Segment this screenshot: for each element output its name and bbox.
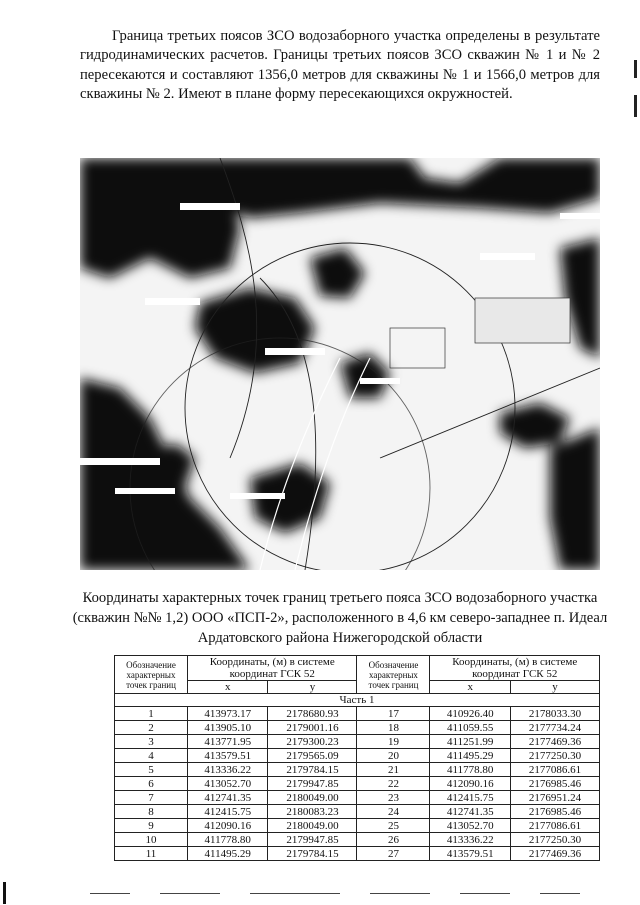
table-cell-y1: 2179300.23 (268, 735, 357, 749)
table-cell-n1: 1 (115, 707, 188, 721)
table-cell-y1: 2179784.15 (268, 847, 357, 861)
table-cell-x1: 412090.16 (188, 819, 268, 833)
table-cell-y2: 2176985.46 (510, 777, 599, 791)
table-cell-x2: 411251.99 (430, 735, 510, 749)
table-row (115, 791, 600, 805)
table-row (115, 819, 600, 833)
table-cell-n2: 21 (357, 763, 430, 777)
table-row (115, 763, 600, 777)
table-row (115, 847, 600, 861)
table-cell-x1: 413771.95 (188, 735, 268, 749)
table-row (115, 833, 600, 847)
table-cell-n1: 5 (115, 763, 188, 777)
table-cell-n2: 23 (357, 791, 430, 805)
coords-header-left: Координаты, (м) в системе координат ГСК 52 (188, 656, 357, 681)
table-cell-y2: 2177086.61 (510, 819, 599, 833)
x-header-left: х (188, 681, 268, 694)
table-cell-x2: 411059.55 (430, 721, 510, 735)
table-cell-y2: 2177086.61 (510, 763, 599, 777)
table-cell-y1: 2180049.00 (268, 819, 357, 833)
table-cell-n2: 26 (357, 833, 430, 847)
scan-edge-mark (3, 882, 6, 904)
table-cell-y1: 2180083.23 (268, 805, 357, 819)
map-image (80, 158, 600, 570)
table-cell-x1: 413973.17 (188, 707, 268, 721)
coordinates-table (114, 655, 600, 861)
scan-dash (250, 893, 340, 894)
coords-header-right: Координаты, (м) в системе координат ГСК 52 (430, 656, 600, 681)
table-cell-y1: 2178680.93 (268, 707, 357, 721)
y-header-left: у (268, 681, 357, 694)
table-cell-x1: 413579.51 (188, 749, 268, 763)
intro-paragraph: Граница третьих поясов ЗСО водозаборного участка определены в результате гидродинамических расчетов. Границы третьих поясов ЗСО скважин № 1 и № 2 пересекаются и составляют 1356,0 метров для скважины № 1 и 1566,0 метров для скважины № 2. Имеют в плане форму пересекающихся окружностей. (80, 28, 600, 102)
table-cell-y1: 2179565.09 (268, 749, 357, 763)
table-cell-n2: 24 (357, 805, 430, 819)
table-cell-y2: 2177469.36 (510, 847, 599, 861)
table-cell-x1: 411778.80 (188, 833, 268, 847)
scan-dash (540, 893, 580, 894)
table-cell-x2: 413579.51 (430, 847, 510, 861)
table-row (115, 777, 600, 791)
scan-dash (90, 893, 130, 894)
table-cell-x1: 411495.29 (188, 847, 268, 861)
y-header-right: у (510, 681, 599, 694)
scan-edge-mark (634, 95, 637, 117)
point-header-right: Обозначение характерных точек границ (357, 656, 430, 694)
table-cell-y1: 2179001.16 (268, 721, 357, 735)
scan-dash (460, 893, 510, 894)
table-cell-n1: 6 (115, 777, 188, 791)
table-cell-x2: 411778.80 (430, 763, 510, 777)
section-label: Часть 1 (115, 694, 600, 707)
table-cell-y2: 2176985.46 (510, 805, 599, 819)
table-cell-x2: 413336.22 (430, 833, 510, 847)
table-row (115, 707, 600, 721)
table-cell-n1: 11 (115, 847, 188, 861)
table-cell-n2: 27 (357, 847, 430, 861)
table-row (115, 721, 600, 735)
table-cell-n2: 19 (357, 735, 430, 749)
scan-dash (370, 893, 430, 894)
table-cell-x1: 412741.35 (188, 791, 268, 805)
table-cell-x2: 411495.29 (430, 749, 510, 763)
table-cell-n2: 22 (357, 777, 430, 791)
table-cell-y1: 2179947.85 (268, 777, 357, 791)
table-cell-n2: 25 (357, 819, 430, 833)
table-row (115, 805, 600, 819)
table-cell-n1: 9 (115, 819, 188, 833)
table-cell-n1: 8 (115, 805, 188, 819)
table-cell-y2: 2177250.30 (510, 749, 599, 763)
table-cell-y2: 2178033.30 (510, 707, 599, 721)
table-row (115, 749, 600, 763)
table-cell-n2: 18 (357, 721, 430, 735)
table-cell-n1: 3 (115, 735, 188, 749)
table-cell-n1: 10 (115, 833, 188, 847)
scan-edge-mark (634, 60, 637, 78)
scan-dash (160, 893, 220, 894)
table-cell-x2: 412741.35 (430, 805, 510, 819)
table-cell-x2: 412415.75 (430, 791, 510, 805)
table-cell-y1: 2180049.00 (268, 791, 357, 805)
table-cell-y1: 2179947.85 (268, 833, 357, 847)
table-cell-n2: 20 (357, 749, 430, 763)
table-cell-x2: 412090.16 (430, 777, 510, 791)
point-header-left: Обозначение характерных точек границ (115, 656, 188, 694)
x-header-right: х (430, 681, 510, 694)
table-cell-y1: 2179784.15 (268, 763, 357, 777)
table-cell-n1: 2 (115, 721, 188, 735)
table-cell-y2: 2177250.30 (510, 833, 599, 847)
table-cell-x1: 413336.22 (188, 763, 268, 777)
table-cell-x2: 410926.40 (430, 707, 510, 721)
table-cell-n1: 7 (115, 791, 188, 805)
zso-boundary-map (80, 158, 600, 570)
table-caption: Координаты характерных точек границ третьего пояса ЗСО водозаборного участка (скважин №№ 1,2) ООО «ПСП-2», расположенного в 4,6 км северо-западнее п. Идеал Ардатовского района Нижегородской области (72, 590, 608, 646)
table-body (115, 707, 600, 861)
table-cell-y2: 2177734.24 (510, 721, 599, 735)
table-cell-y2: 2176951.24 (510, 791, 599, 805)
table-cell-n1: 4 (115, 749, 188, 763)
table-row (115, 735, 600, 749)
table-cell-x1: 413052.70 (188, 777, 268, 791)
table-cell-x2: 413052.70 (430, 819, 510, 833)
table-cell-n2: 17 (357, 707, 430, 721)
table-cell-x1: 412415.75 (188, 805, 268, 819)
table-cell-x1: 413905.10 (188, 721, 268, 735)
table-cell-y2: 2177469.36 (510, 735, 599, 749)
